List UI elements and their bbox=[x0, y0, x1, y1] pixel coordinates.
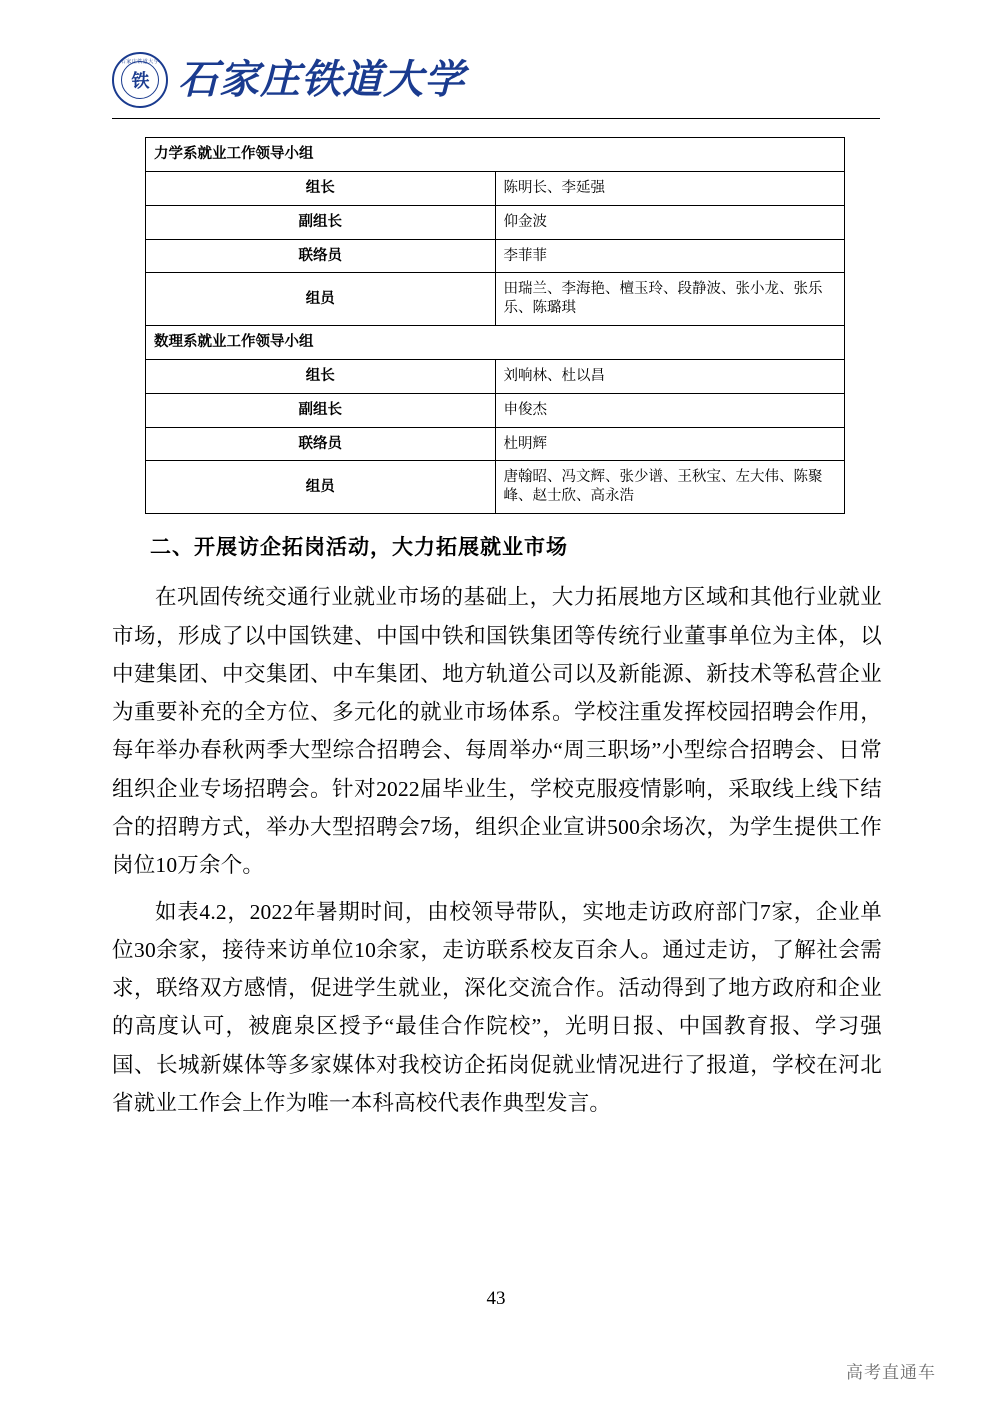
employment-leadership-table bbox=[145, 137, 845, 514]
table-row bbox=[146, 171, 845, 205]
people-list: 刘响林、杜以昌 bbox=[495, 359, 845, 393]
section-title: 力学系就业工作领导小组 bbox=[146, 138, 845, 172]
paragraph: 在巩固传统交通行业就业市场的基础上，大力拓展地方区域和其他行业就业市场，形成了以中国铁建、中国中铁和国铁集团等传统行业董事单位为主体，以中建集团、中交集团、中车集团、地方轨道公司以及新能源、新技术等私营企业为重要补充的全方位、多元化的就业市场体系。学校注重发挥校园招聘会作用，每年举办春秋两季大型综合招聘会、每周举办“周三职场”小型综合招聘会、日常组织企业专场招聘会。针对2022届毕业生，学校克服疫情影响，采取线上线下结合的招聘方式，举办大型招聘会7场，组织企业宣讲500余场次，为学生提供工作岗位10万余个。 bbox=[112, 585, 882, 878]
role-label: 组员 bbox=[146, 461, 496, 514]
table-section-header-row bbox=[146, 326, 845, 360]
table-row bbox=[146, 273, 845, 326]
table-row bbox=[146, 393, 845, 427]
people-list: 陈明长、李延强 bbox=[495, 171, 845, 205]
table-section-header-row bbox=[146, 138, 845, 172]
role-label: 组员 bbox=[146, 273, 496, 326]
page-title: 二、开展访企拓岗活动，大力拓展就业市场 bbox=[150, 536, 568, 559]
role-label: 联络员 bbox=[146, 427, 496, 461]
people-list: 申俊杰 bbox=[495, 393, 845, 427]
table-row bbox=[146, 359, 845, 393]
section-title: 数理系就业工作领导小组 bbox=[146, 326, 845, 360]
header-divider bbox=[112, 118, 880, 119]
seal-arc-text: 石家庄铁道大学 bbox=[120, 60, 160, 65]
university-name: 石家庄铁道大学 bbox=[178, 57, 465, 102]
page-header bbox=[0, 52, 992, 122]
paragraph: 如表4.2，2022年暑期时间，由校领导带队，实地走访政府部门7家，企业单位30余家，接待来访单位10余家，走访联系校友百余人。通过走访，了解社会需求，联络双方感情，促进学生就业，深化交流合作。活动得到了地方政府和企业的高度认可，被鹿泉区授予“最佳合作院校”，光明日报、中国教育报、学习强国、长城新媒体等多家媒体对我校访企拓岗促就业情况进行了报道，学校在河北省就业工作会上作为唯一本科高校代表作典型发言。 bbox=[112, 899, 882, 1115]
university-logo bbox=[112, 52, 465, 108]
people-list: 田瑞兰、李海艳、檀玉玲、段静波、张小龙、张乐乐、陈璐琪 bbox=[495, 273, 845, 326]
people-list: 唐翰昭、冯文辉、张少谱、王秋宝、左大伟、陈聚峰、赵士欣、高永浩 bbox=[495, 461, 845, 514]
table-row bbox=[146, 239, 845, 273]
table-row bbox=[146, 427, 845, 461]
page-number: 43 bbox=[486, 1288, 506, 1309]
role-label: 联络员 bbox=[146, 239, 496, 273]
table-row bbox=[146, 205, 845, 239]
document-body bbox=[112, 533, 882, 1130]
seal-mark-text: 铁 bbox=[131, 71, 149, 91]
role-label: 组长 bbox=[146, 359, 496, 393]
table-row bbox=[146, 461, 845, 514]
role-label: 副组长 bbox=[146, 205, 496, 239]
people-list: 李菲菲 bbox=[495, 239, 845, 273]
role-label: 组长 bbox=[146, 171, 496, 205]
people-list: 杜明辉 bbox=[495, 427, 845, 461]
people-list: 仰金波 bbox=[495, 205, 845, 239]
university-seal-icon bbox=[112, 52, 168, 108]
role-label: 副组长 bbox=[146, 393, 496, 427]
watermark: 高考直通车 bbox=[846, 1363, 936, 1382]
